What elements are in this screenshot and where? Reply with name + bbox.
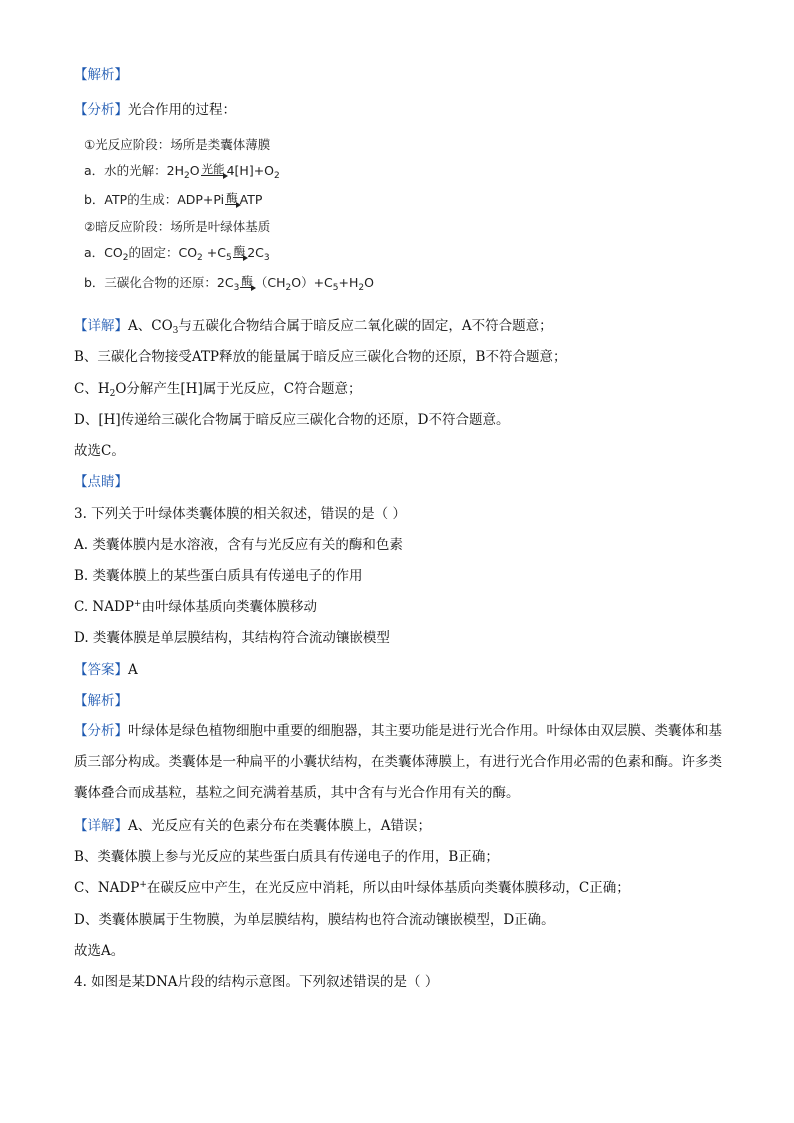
q2-detail-a: 【详解】A、$CO_3$与五碳化合物结合属于暗反应二氧化碳的固定，A不符合题意； [74,318,553,336]
q3-option-d: D. 类囊体膜是单层膜结构，其结构符合流动镶嵌模型 [74,630,390,646]
q2-fenxi: 【分析】光合作用的过程： [74,102,236,118]
q3-detail-d: D、类囊体膜属于生物膜，为单层膜结构，膜结构也符合流动镶嵌模型，D正确。 [74,912,555,928]
q3-answer: 【答案】A [74,662,138,678]
q3-question: 3. 下列关于叶绿体类囊体膜的相关叙述，错误的是（ ） [74,506,406,522]
condition-arrow: 酶 [226,191,238,205]
q2-step1b: b．ATP的生成：ADP+Pi 酶 ATP [84,191,263,207]
q2-choose: 故选C。 [74,443,125,459]
q3-detail-b: B、类囊体膜上参与光反应的某些蛋白质具有传递电子的作用，B正确； [74,849,499,865]
q3-fenxi: 【分析】叶绿体是绿色植物细胞中重要的细胞器，其主要功能是进行光合作用。叶绿体由双层膜、类囊体和基质三部分构成。类囊体是一种扁平的小囊状结构，在类囊体薄膜上，有进行光合作用必需的色素和酶。许多类囊体叠合而成基粒，基粒之间充满着基质，其中含有与光合作用有关的酶。 [74,723,722,801]
condition-arrow: 光能 [201,162,225,176]
condition-arrow: 酶 [233,244,246,258]
q2-step2b: b．三碳化合物的还原：$2C_3$ 酶 $(CH_2O)+C_5+H_2O$ [84,274,374,293]
q3-option-c: C. NADP+由叶绿体基质向类囊体膜移动 [74,599,317,615]
q3-detail-c: C、NADP+在碳反应中产生，在光反应中消耗，所以由叶绿体基质向类囊体膜移动，C正确； [74,880,630,896]
q3-choose: 故选A。 [74,943,125,959]
q3-detail-a: 【详解】A、光反应有关的色素分布在类囊体膜上，A错误； [74,818,431,834]
q2-detail-b: B、三碳化合物接受ATP释放的能量属于暗反应三碳化合物的还原，B不符合题意； [74,349,567,365]
q2-detail-d: D、[H]传递给三碳化合物属于暗反应三碳化合物的还原，D不符合题意。 [74,412,510,428]
q4-question: 4. 如图是某DNA片段的结构示意图。下列叙述错误的是（ ） [74,974,439,990]
q3-option-a: A. 类囊体膜内是水溶液，含有与光反应有关的酶和色素 [74,537,403,553]
q3-jiexi-tag: 【解析】 [74,693,128,709]
q2-step2: ②暗反应阶段：场所是叶绿体基质 [84,219,271,234]
q2-step2a: a．$CO_2$的固定：$CO_2 +C_5$ 酶 $2C_3$ [84,244,270,263]
fenxi-tag: 【分析】 [74,102,128,118]
fenxi-tag: 【分析】 [74,723,128,739]
jiexi-tag: 【解析】 [74,67,128,83]
xiangjie-tag: 【详解】 [74,318,128,334]
q2-step1: ①光反应阶段：场所是类囊体薄膜 [84,137,271,152]
xiangjie-tag: 【详解】 [74,818,128,834]
q3-option-b: B. 类囊体膜上的某些蛋白质具有传递电子的作用 [74,568,363,584]
condition-arrow: 酶 [241,274,253,288]
q2-detail-c: C、$H_2O$分解产生[H]属于光反应，C符合题意； [74,381,362,399]
daan-tag: 【答案】 [74,662,128,678]
dianjing-tag: 【点睛】 [74,474,128,490]
q2-step1a: a．水的光解：$2H_2O$ 光能 $4[H]+O_2$ [84,162,280,181]
